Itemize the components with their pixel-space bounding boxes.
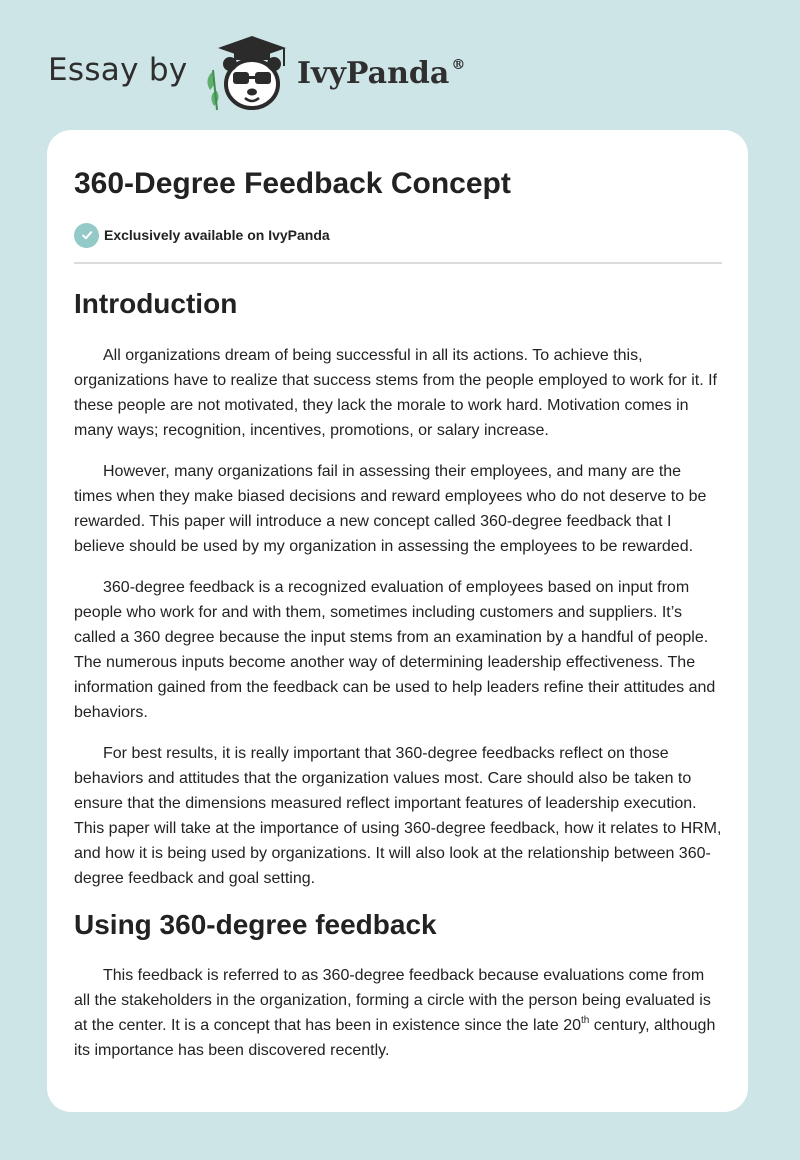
check-circle-icon (74, 223, 99, 248)
paragraph: For best results, it is really important that 360-degree feedbacks reflect on those behaviors and attitudes that the organization values most. Care should also be taken to ensure that the dimensions measured reflect important features of leadership execution. This paper will take at the importance of using 360-degree feedback, how it relates to HRM, and how it is being used by organizations. It will also look at the relationship between 360-degree feedback and goal setting. (74, 745, 722, 887)
ordinal-suffix: th (581, 1015, 590, 1026)
brand-name-text: IvyPanda (297, 56, 450, 91)
paragraph-text: This feedback is referred to as 360-degree feedback because evaluations come from all the stakeholders in the organization, forming a circle with the person being evaluated is at the center. It is a concept that has been in existence since the late 20 (74, 967, 711, 1034)
essay-card (47, 130, 748, 1112)
paragraph: All organizations dream of being successful in all its actions. To achieve this, organizations have to realize that success stems from the people employed to work for it. If these people are not motivated, they lack the morale to work hard. Motivation comes in many ways; recognition, incentives, promotions, or salary increase. (74, 347, 717, 439)
paragraph: 360-degree feedback is a recognized evaluation of employees based on input from people who work for and with them, sometimes including customers and suppliers. It’s called a 360 degree because the input stems from an examination by a handful of people. The numerous inputs become another way of determining leadership effectiveness. The information gained from the feedback can be used to help leaders refine their attitudes and behaviors. (74, 579, 716, 721)
brand-name (297, 56, 465, 91)
paragraph-text: century, although its importance has been discovered recently. (74, 1017, 716, 1059)
page-title: 360-Degree Feedback Concept (74, 167, 511, 200)
divider (74, 262, 722, 264)
brand-prefix: Essay by (48, 52, 188, 88)
paragraph: However, many organizations fail in assessing their employees, and many are the times when they make biased decisions and reward employees who do not deserve to be rewarded. This paper will introduce a new concept called 360-degree feedback that I believe should be used by my organization in assessing the employees to be rewarded. (74, 463, 707, 555)
section-heading-using-360-feedback: Using 360-degree feedback (74, 909, 437, 940)
badge-text: Exclusively available on IvyPanda (104, 227, 330, 243)
panda-graduate-logo-icon[interactable] (200, 32, 294, 112)
site-header (0, 0, 800, 130)
paragraph (74, 963, 722, 1063)
section-heading-introduction: Introduction (74, 288, 238, 319)
registered-mark: ® (451, 57, 466, 73)
exclusive-badge (74, 221, 722, 249)
